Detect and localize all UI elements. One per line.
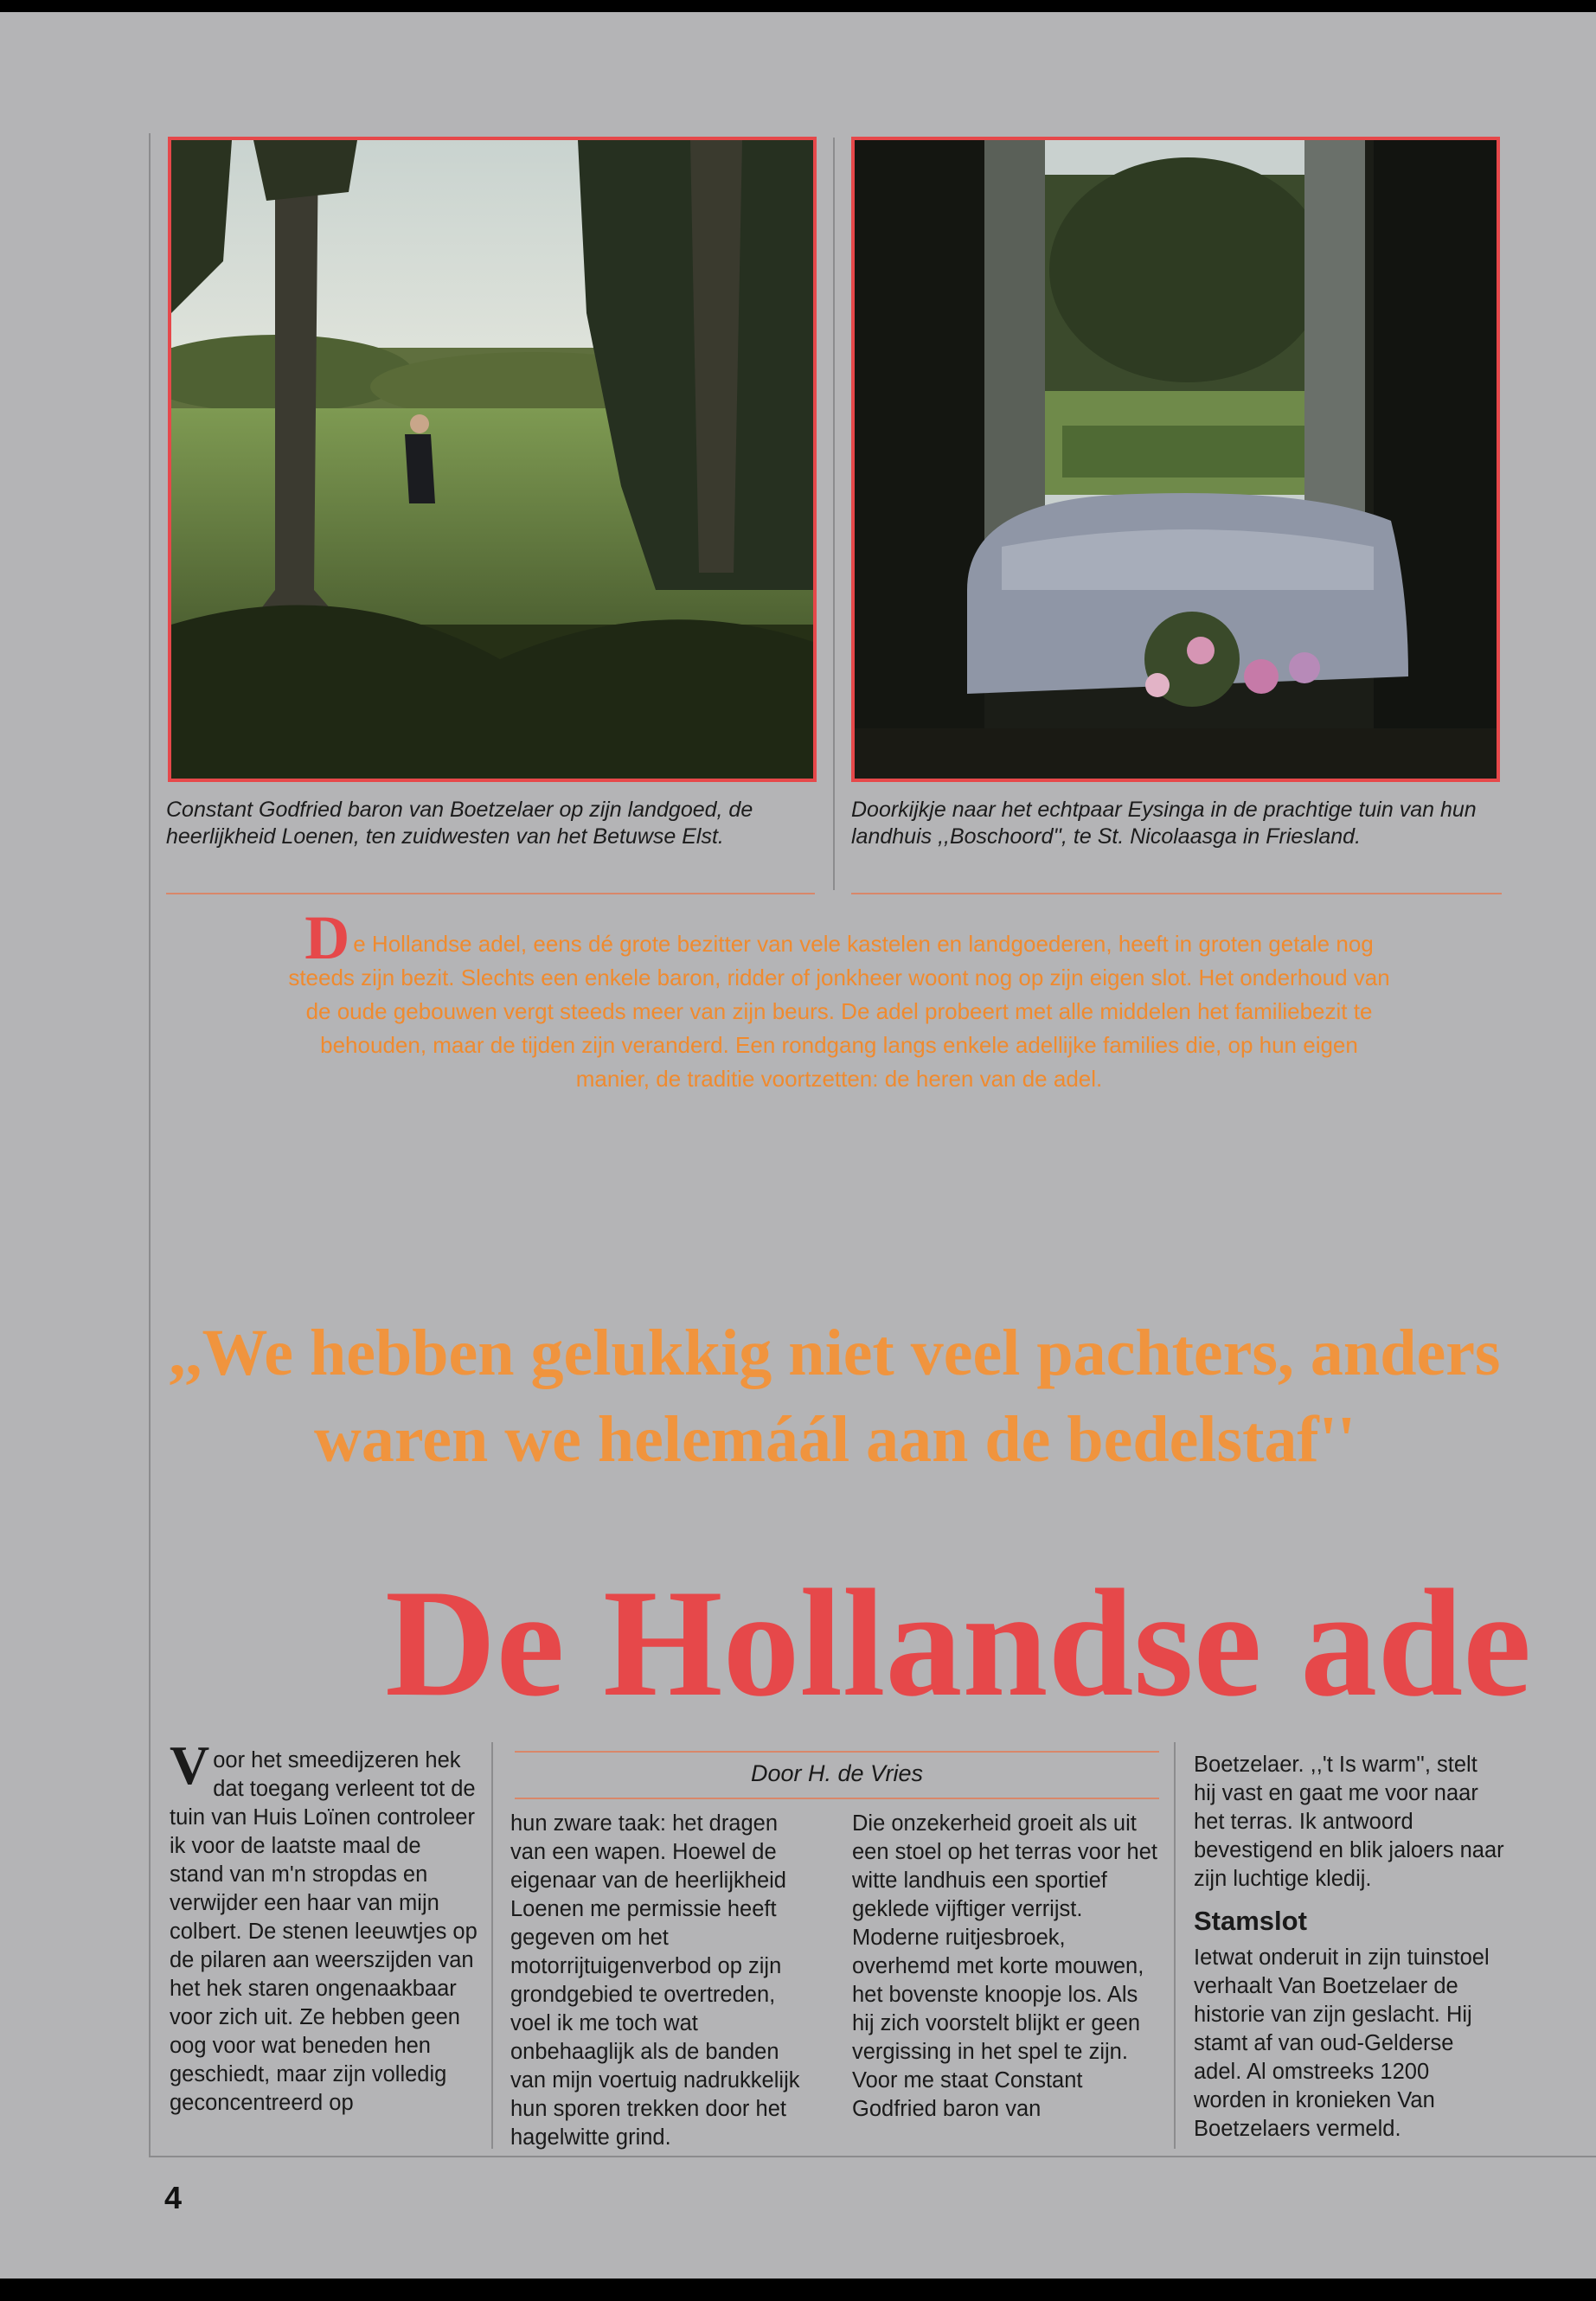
column-4-text-b: Ietwat onderuit in zijn tuinstoel verhaalt Van Boetzelaer de historie van zijn geslacht. Hij stamt af van oud-Gelderse adel. Al omstreeks 1200 worden in kronieken Van Boetzelaers vermeld.	[1194, 1945, 1490, 2141]
column-2-text: hun zware taak: het dragen van een wapen. Hoewel de eigenaar van de heerlijkheid Loenen me permissie heeft gegeven om het motorrijtuigenverbod op zijn grondgebied te overtreden, voel ik me toch wat onbehaaglijk als de banden van mijn voertuig nadrukkelijk hun sporen trekken door het hagelwitte grind.	[510, 1811, 800, 2150]
column-rule-1	[491, 1742, 493, 2149]
article-column-1	[170, 1734, 481, 2118]
column-3-text: Die onzekerheid groeit als uit een stoel op het terras voor het witte landhuis een sportief geklede vijftiger verrijst. Moderne ruitjesbroek, overhemd met korte mouwen, het bovenste knoopje los. Als hij zich voorstelt blijkt er geen vergissing in het spel te zijn. Voor me staat Constant Godfried baron van	[852, 1811, 1157, 2121]
photo-divider-rule	[833, 138, 835, 890]
caption-rule-left	[166, 893, 815, 894]
byline-rule-bottom	[515, 1798, 1159, 1799]
article-dropcap: V	[170, 1734, 210, 1796]
photo-caption-left: Constant Godfried baron van Boetzelaer op zijn landgoed, de heerlijkheid Loenen, ten zuidwesten van het Betuwse Elst.	[166, 798, 753, 849]
article-column-3	[852, 1810, 1159, 2124]
article-headline: De Hollandse ade	[385, 1557, 1532, 1728]
page-number: 4	[164, 2180, 183, 2215]
magazine-page	[0, 12, 1596, 2279]
photo-baron-landgoed-image	[171, 140, 813, 779]
intro-dropcap: D	[304, 903, 350, 972]
column-1-text: oor het smeedijzeren hek dat toegang verleent tot de tuin van Huis Loïnen controleer ik voor de laatste maal de stand van m'n stropdas en verwijder een haar van mijn colbert. De stenen leeuwtjes op de pilaren aan weerszijden van het hek staren ongenaakbaar voor zich uit. Ze hebben geen oog voor wat beneden hen geschiedt, maar zijn volledig geconcentreerd op	[170, 1748, 478, 2115]
intro-paragraph	[285, 903, 1393, 1096]
column-4-text-a: Boetzelaer. ,,'t Is warm'', stelt hij vast en gaat me voor naar het terras. Ik antwoord bevestigend en blik jaloers naar zijn luchtige kledij.	[1194, 1753, 1504, 1891]
column-rule-2	[1174, 1742, 1176, 2149]
photo-boschoord-garden	[851, 137, 1500, 782]
caption-rule-right	[851, 893, 1502, 894]
pull-quote: ,,We hebben gelukkig niet veel pachters, anders waren we helemáál aan de bedelstaf''	[169, 1317, 1501, 1476]
photo-caption-right: Doorkijkje naar het echtpaar Eysinga in de prachtige tuin van hun landhuis ,,Boschoord'', te St. Nicolaasga in Friesland.	[851, 798, 1477, 849]
bottom-rule	[149, 2156, 1596, 2157]
article-column-2	[510, 1810, 817, 2152]
left-margin-rule	[149, 133, 151, 2157]
byline-rule	[515, 1751, 1159, 1753]
byline: Door H. de Vries	[750, 1760, 924, 1786]
photo-baron-landgoed	[168, 137, 817, 782]
article-column-4	[1194, 1751, 1505, 2144]
subhead-stamslot: Stamslot	[1194, 1906, 1307, 1936]
intro-text: e Hollandse adel, eens dé grote bezitter van vele kastelen en landgoederen, heeft in groten getale nog steeds zijn bezit. Slechts een enkele baron, ridder of jonkheer woont nog op zijn eigen slot. Het onderhoud van de oude gebouwen vergt steeds meer van zijn beurs. De adel probeert met alle middelen het familiebezit te behouden, maar de tijden zijn veranderd. Een rondgang langs enkele adellijke families die, op hun eigen manier, de traditie voortzetten: de heren van de adel.	[288, 931, 1390, 1092]
photo-boschoord-garden-image	[855, 140, 1497, 779]
